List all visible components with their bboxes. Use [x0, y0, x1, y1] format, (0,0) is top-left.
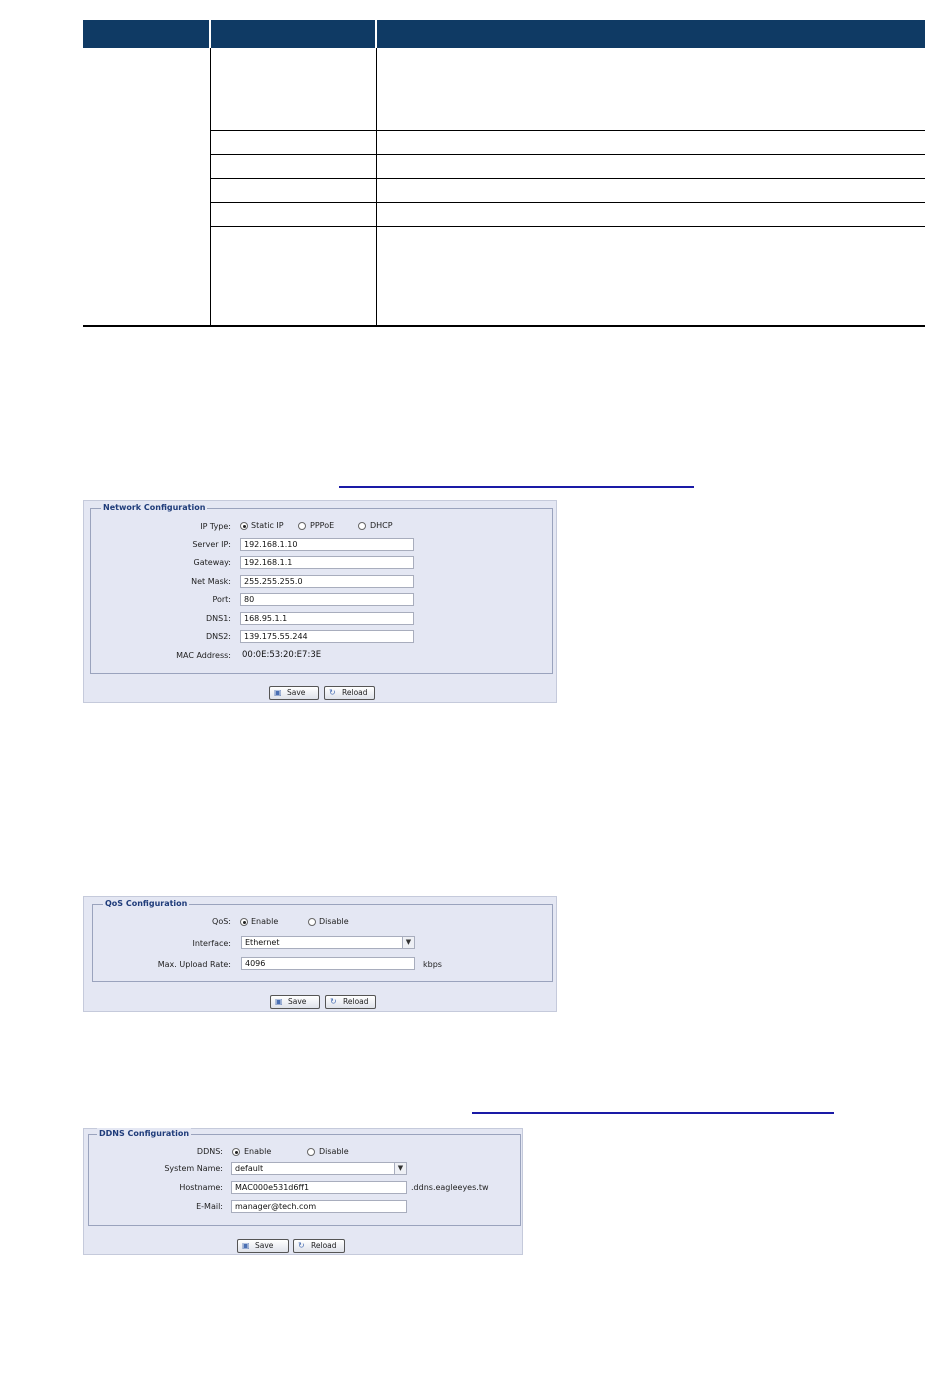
ddns-enable-label: Enable	[244, 1147, 272, 1156]
dns2-input[interactable]: 139.175.55.244	[240, 630, 414, 643]
floppy-icon: ▣	[274, 688, 282, 697]
table-row-line	[210, 178, 925, 179]
chevron-down-icon[interactable]: ▼	[394, 1163, 406, 1174]
network-save-button[interactable]	[269, 686, 319, 700]
qos-disable-radio[interactable]	[308, 918, 316, 926]
interface-label: Interface:	[192, 939, 231, 948]
table-row-line	[210, 202, 925, 203]
gateway-label: Gateway:	[193, 558, 231, 567]
settings-table	[83, 20, 925, 327]
refresh-icon: ↻	[329, 688, 336, 697]
dhcp-radio[interactable]	[358, 522, 366, 530]
dns1-label: DNS1:	[205, 614, 231, 623]
port-label: Port:	[212, 595, 231, 604]
dns2-label: DNS2:	[205, 632, 231, 641]
table-column-line	[376, 48, 377, 325]
interface-select[interactable]	[241, 936, 415, 949]
upload-rate-input[interactable]: 4096	[241, 957, 415, 970]
port-input[interactable]: 80	[240, 593, 414, 606]
reload-button-label: Reload	[343, 997, 369, 1006]
ddns-save-button[interactable]	[237, 1239, 289, 1253]
ddns-disable-label: Disable	[319, 1147, 349, 1156]
system-name-value: default	[235, 1164, 264, 1173]
table-row-line	[210, 154, 925, 155]
qos-enable-label: Enable	[251, 917, 279, 926]
qos-reload-button[interactable]	[325, 995, 376, 1009]
table-column-line	[210, 48, 211, 325]
refresh-icon: ↻	[298, 1241, 305, 1250]
server-ip-label: Server IP:	[192, 540, 231, 549]
save-button-label: Save	[287, 688, 306, 697]
network-reload-button[interactable]	[324, 686, 375, 700]
ddns-label: DDNS:	[196, 1147, 223, 1156]
ddns-legend: DDNS Configuration	[99, 1129, 190, 1138]
email-input[interactable]: manager@tech.com	[231, 1200, 407, 1213]
netmask-label: Net Mask:	[191, 577, 231, 586]
hostname-suffix: .ddns.eagleeyes.tw	[411, 1183, 489, 1192]
network-legend: Network Configuration	[103, 503, 206, 512]
ddns-reload-button[interactable]	[293, 1239, 345, 1253]
save-button-label: Save	[255, 1241, 274, 1250]
chevron-down-icon[interactable]: ▼	[402, 937, 414, 948]
netmask-input[interactable]: 255.255.255.0	[240, 575, 414, 588]
ddns-enable-radio[interactable]	[232, 1148, 240, 1156]
ddns-disable-radio[interactable]	[307, 1148, 315, 1156]
table-row-line	[210, 130, 925, 131]
qos-save-button[interactable]	[270, 995, 320, 1009]
gateway-input[interactable]: 192.168.1.1	[240, 556, 414, 569]
table-row-line	[210, 226, 925, 227]
dns1-input[interactable]: 168.95.1.1	[240, 612, 414, 625]
qos-label: QoS:	[212, 917, 231, 926]
table-header-divider	[375, 20, 377, 48]
ddns-fieldset	[88, 1129, 521, 1226]
mac-address-value: 00:0E:53:20:E7:3E	[242, 650, 322, 660]
hostname-label: Hostname:	[179, 1183, 223, 1192]
upload-rate-label: Max. Upload Rate:	[157, 960, 231, 969]
qos-enable-radio[interactable]	[240, 918, 248, 926]
email-label: E-Mail:	[196, 1202, 223, 1211]
pppoe-radio[interactable]	[298, 522, 306, 530]
network-configuration-panel	[83, 500, 557, 703]
hostname-input[interactable]: MAC000e531d6ff1	[231, 1181, 407, 1194]
system-name-label: System Name:	[164, 1164, 223, 1173]
upload-rate-unit: kbps	[423, 960, 442, 969]
server-ip-input[interactable]: 192.168.1.10	[240, 538, 414, 551]
qos-disable-label: Disable	[319, 917, 349, 926]
ddns-doc-link[interactable]	[472, 1112, 834, 1114]
pppoe-label: PPPoE	[310, 521, 335, 530]
network-fieldset	[90, 503, 553, 674]
table-bottom-border	[83, 325, 925, 327]
floppy-icon: ▣	[275, 997, 283, 1006]
qos-fieldset	[92, 899, 553, 982]
static-ip-radio[interactable]	[240, 522, 248, 530]
ddns-configuration-panel	[83, 1128, 523, 1255]
network-doc-link[interactable]	[339, 486, 694, 488]
reload-button-label: Reload	[342, 688, 368, 697]
static-ip-label: Static IP	[251, 521, 284, 530]
floppy-icon: ▣	[242, 1241, 250, 1250]
qos-configuration-panel	[83, 896, 557, 1012]
mac-address-label: MAC Address:	[176, 651, 231, 660]
save-button-label: Save	[288, 997, 307, 1006]
reload-button-label: Reload	[311, 1241, 337, 1250]
dhcp-label: DHCP	[370, 521, 393, 530]
refresh-icon: ↻	[330, 997, 337, 1006]
system-name-select[interactable]	[231, 1162, 407, 1175]
qos-legend: QoS Configuration	[105, 899, 188, 908]
ip-type-label: IP Type:	[200, 522, 231, 531]
interface-select-value: Ethernet	[245, 938, 280, 947]
table-header-divider	[209, 20, 211, 48]
